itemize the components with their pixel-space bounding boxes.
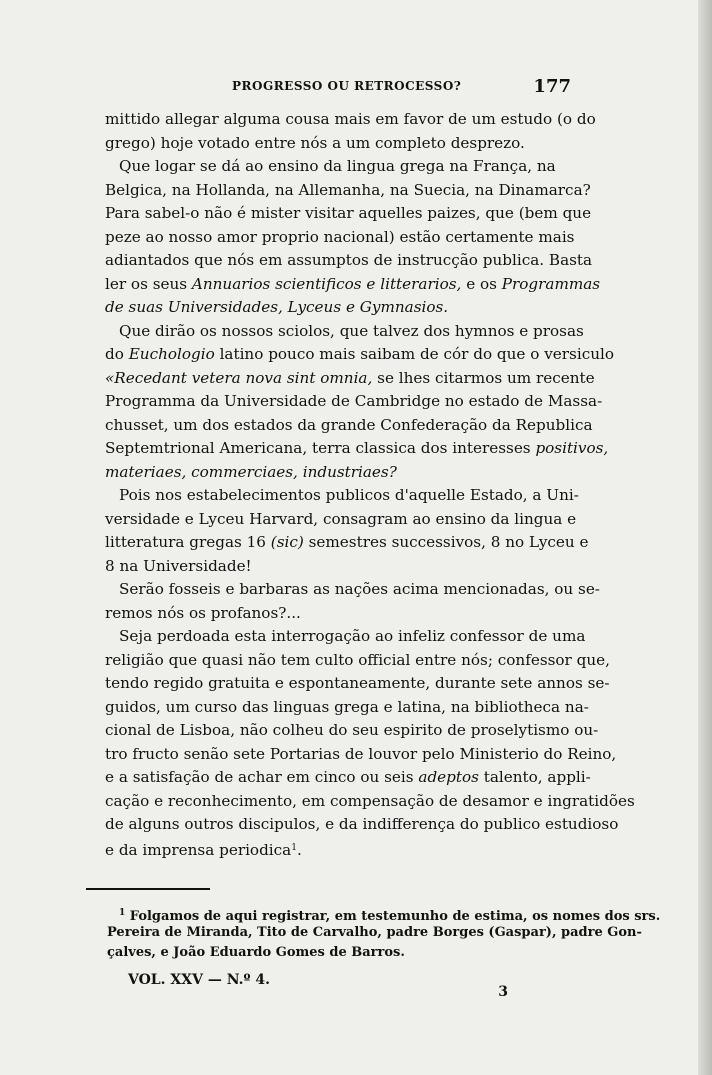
text-line: 8 na Universidade!: [105, 556, 252, 575]
text-line: grego) hoje votado entre nós a um completo desprezo.: [105, 133, 525, 152]
text-line: mittido allegar alguma cousa mais em favor de um estudo (o do: [105, 110, 596, 128]
text-line: ler os seus Annuarios scientificos e litterarios, e os Programmas: [105, 274, 601, 293]
page-edge-bleed: [698, 0, 712, 1075]
footnote-rule: [86, 888, 210, 890]
footnote-line: Pereira de Miranda, Tito de Carvalho, padre Borges (Gaspar), padre Gon-: [107, 925, 642, 940]
text-line: Septemtrional Americana, terra classica dos interesses positivos,: [105, 439, 609, 457]
text-line: Belgica, na Hollanda, na Allemanha, na Suecia, na Dinamarca?: [105, 180, 591, 199]
text-line: peze ao nosso amor proprio nacional) estão certamente mais: [105, 227, 575, 246]
text-line: cação e reconhecimento, em compensação de desamor e ingratidões: [105, 791, 635, 810]
page-footer: [128, 972, 508, 1000]
signature-mark: 3: [498, 984, 508, 1000]
text-line: Pois nos estabelecimentos publicos d'aquelle Estado, a Uni-: [119, 486, 579, 504]
page-number: 177: [533, 76, 571, 97]
text-line: de suas Universidades, Lyceus e Gymnasios.: [105, 298, 449, 316]
text-line: do Euchologio latino pouco mais saibam de cór do que o versiculo: [105, 345, 614, 363]
text-line: remos nós os profanos?...: [105, 603, 301, 622]
text-line: «Recedant vetera nova sint omnia, se lhes citarmos um recente: [105, 368, 595, 387]
text-line: chusset, um dos estados da grande Confederação da Republica: [105, 415, 593, 434]
text-line: tendo regido gratuita e espontaneamente, durante sete annos se-: [105, 674, 610, 692]
text-line: e a satisfação de achar em cinco ou seis adeptos talento, appli-: [105, 768, 591, 786]
text-line: tro fructo senão sete Portarias de louvor pelo Ministerio do Reino,: [105, 744, 617, 763]
text-line: materiaes, commerciaes, industriaes?: [105, 462, 397, 481]
text-line: guidos, um curso das linguas grega e latina, na bibliotheca na-: [105, 697, 589, 716]
text-line: Serão fosseis e barbaras as nações acima mencionadas, ou se-: [119, 580, 600, 598]
text-line: cional de Lisboa, não colheu do seu espirito de proselytismo ou-: [105, 721, 599, 739]
text-line: Programma da Universidade de Cambridge no estado de Massa-: [105, 392, 603, 410]
text-line: e da imprensa periodica$^1$.: [105, 840, 302, 859]
text-line: litteratura gregas 16 (sic) semestres successivos, 8 no Lyceu e: [105, 533, 589, 551]
volume-line: VOL. XXV — N.º 4.: [128, 972, 271, 988]
body-text: [105, 108, 635, 860]
footnote-marker: 1: [119, 908, 126, 918]
text-line: de alguns outros discipulos, e da indifferença do publico estudioso: [105, 815, 619, 833]
text-line: Seja perdoada esta interrogação ao infeliz confessor de uma: [119, 627, 586, 645]
text-line: versidade e Lyceu Harvard, consagram ao ensino da lingua e: [105, 509, 577, 528]
running-head: PROGRESSO OU RETROCESSO?: [232, 79, 462, 93]
text-line: Que dirão os nossos sciolos, que talvez dos hymnos e prosas: [119, 321, 584, 340]
footnote: [107, 903, 661, 963]
text-line: adiantados que nós em assumptos de instrucção publica. Basta: [105, 251, 593, 269]
footnote-line: $^1$ Folgamos de aqui registrar, em testemunho de estima, os nomes dos srs.: [119, 908, 661, 924]
footnote-line: çalves, e João Eduardo Gomes de Barros.: [107, 945, 405, 960]
text-line: religião que quasi não tem culto official entre nós; confessor que,: [105, 650, 610, 669]
footnote-reference: 1: [291, 842, 297, 853]
text-line: Para sabel-o não é mister visitar aquelles paizes, que (bem que: [105, 204, 592, 222]
text-line: Que logar se dá ao ensino da lingua grega na França, na: [119, 157, 556, 175]
page-header: [120, 76, 575, 98]
